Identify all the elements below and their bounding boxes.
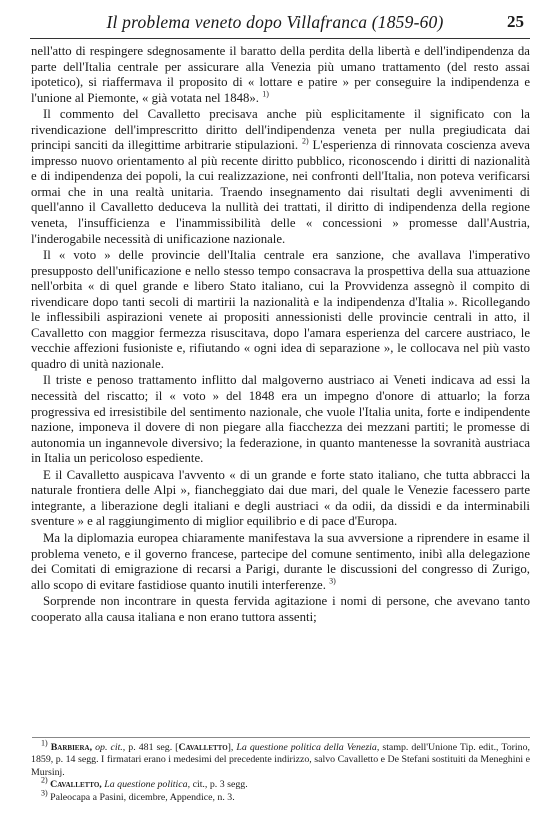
header-rule bbox=[30, 38, 530, 39]
paragraph-4: Il triste e penoso trattamento inflitto dal malgoverno austriaco ai Veneti indicava ad essi la necessità del riscatto; il « voto » del 1848 era un impegno d'onore di attuarlo; la forza progressiva ed irresistibile del sentimento nazionale, che vuole l'Italia unita, forte e indipendente nazione, imponeva il dovere di non piegare alla fiacchezza dei mezzani partiti; le promesse di autonomia un ingannevole diversivo; la federazione, in quanto mantenesse la sovranità austriaca in Italia un pericoloso espediente. bbox=[31, 373, 530, 466]
note-ref-1: 1) bbox=[262, 89, 269, 99]
paragraph-7: Sorprende non incontrare in questa fervida agitazione i nomi di persone, che avevano tanto cooperato alla causa italiana e non erano tuttora assenti; bbox=[31, 594, 530, 624]
page-number: 25 bbox=[507, 12, 524, 31]
running-title: Il problema veneto dopo Villafranca (1859-60) bbox=[106, 12, 444, 32]
footnote-rule bbox=[32, 737, 530, 738]
paragraph-3: Il « voto » delle provincie dell'Italia centrale era sanzione, che avallava l'imperativo presupposto dell'unificazione e nello stesso tempo consacrava la prospettiva della sua attuazione nell'orbita « di quel grande e libero Stato italiano, cui la Provvidenza assegnò il compito di rivendicare dopo tanti secoli di martirii la nazionalità e la indipendenza d'Italia ». Ricollegando le inflessibili aspirazioni venete ai propositi annessionisti delle provincie centrali in atto, il Cavalletto con maggior fermezza risuscitava, dopo l'amara esperienza del carcere austriaco, le vecchie affezioni fusioniste e, rifiutando « ogni idea di separazione », le collocava nel più vasto quadro di unità nazionale. bbox=[31, 248, 530, 371]
paragraph-5: E il Cavalletto auspicava l'avvento « di un grande e forte stato italiano, che tutta abbracci la naturale frontiera delle Alpi », fiancheggiato dai due mari, del quale le Venezie facessero parte integrante, a liberazione degli italiani e degli austriaci « da odii, da dissidi e da interminabili sventure » e al raggiungimento di miglior equilibrio e di pace d'Europa. bbox=[31, 467, 530, 529]
note-ref-2: 2) bbox=[301, 137, 309, 147]
body-text bbox=[31, 44, 530, 625]
footnote-1: $^{1)}$ Barbiera, op. cit., p. 481 seg. [Cavalletto], La questione politica della Venezia, stamp. dell'Unione Tip. edit., Torino, 1859, p. 14 segg. I firmatari erano i medesimi del precedente indirizzo, salvo Cavalletto e De Stefani sostituiti da Meneghini e Mursinj. bbox=[31, 738, 531, 778]
footnotes bbox=[31, 738, 531, 804]
note-ref-3: 3) bbox=[329, 576, 336, 586]
paragraph-1: nell'atto di respingere sdegnosamente il baratto della perdita della libertà e dell'indipendenza da parte dell'Italia centrale per assicurare alla Venezia più umano trattamento (del resto assai ipotetico), si riaffermava il proposito di « lottare e patire » per conseguire la indipendenza e l'unione al Piemonte, « già votata nel 1848». $^{1)}$ bbox=[31, 44, 530, 105]
footnote-2: $^{2)}$ Cavalletto, La questione politica, cit., p. 3 segg. bbox=[41, 775, 248, 791]
page-header bbox=[0, 12, 550, 38]
paragraph-2: Il commento del Cavalletto precisava anche più esplicitamente il significato con la rivendicazione dell'imprescritto diritto dell'indipendenza veneta per nulla pregiudicata dai principi sanciti da illegittime arbitrarie stipulazioni. $^{2)}$ L'esperienza di rinnovata coscienza aveva impresso nuovo orientamento al più recente diritto pubblico, riconoscendo i diritti di nazionalità e di indipendenza dei popoli, la cui realizzazione, nei confronti dell'Italia, non poteva verificarsi ormai che in una realtà unitaria. Traendo insegnamento dai risultati degli avvenimenti di quell'anno il Cavalletto deduceva la nullità dei trattati, il diritto di indipendenza della regione veneta, l'insufficienza e l'inammissibilità delle « concessioni » promesse dall'Austria, l'inderogabile necessità di unificazione nazionale. bbox=[31, 107, 530, 246]
paragraph-6: Ma la diplomazia europea chiaramente manifestava la sua avversione a riprendere in esame il problema veneto, e il governo francese, partecipe del comune sentimento, inibì alla delegazione dei Comitati di emigrazione di recarsi a Parigi, durante le discussioni del congresso di Zurigo, allo scopo di evitare fastidiose quanto inutili interferenze. $^{3)}$ bbox=[31, 530, 530, 592]
footnote-3: $^{3)}$ Paleocapa a Pasini, dicembre, Appendice, n. 3. bbox=[41, 788, 235, 803]
